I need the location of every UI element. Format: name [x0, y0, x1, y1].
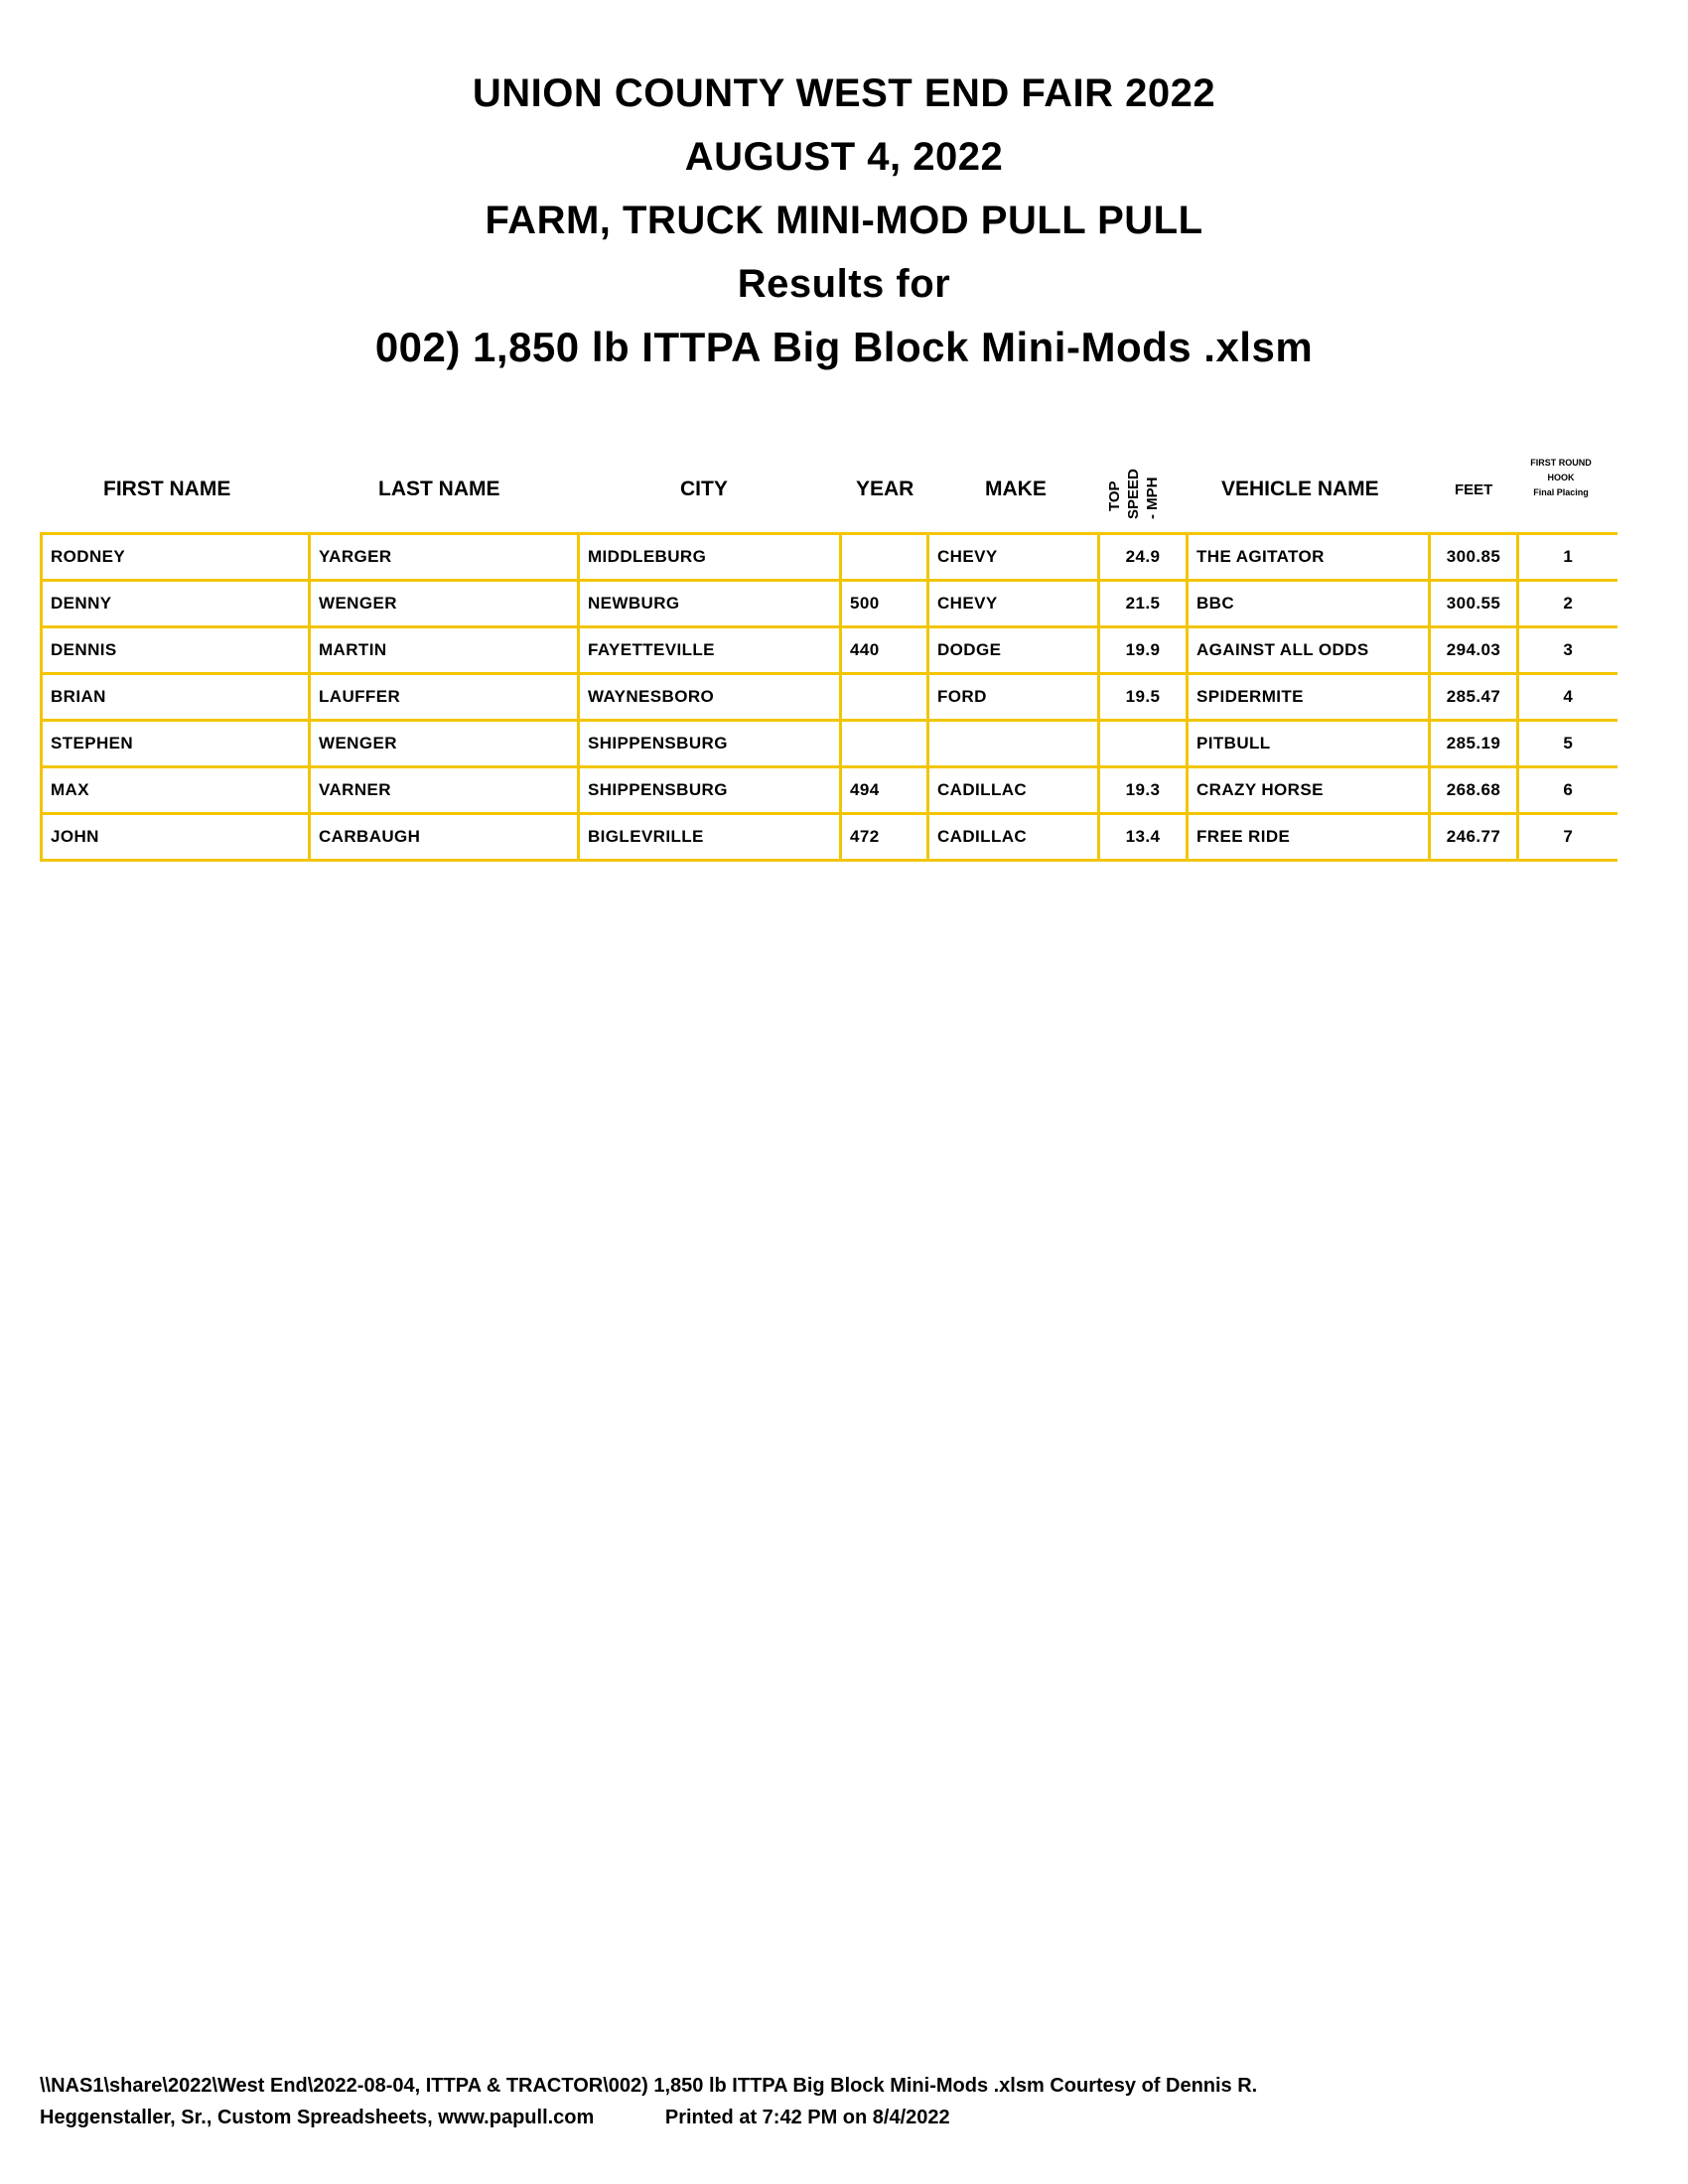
header-top-speed-2: SPEED — [1125, 469, 1142, 519]
cell-year — [841, 674, 928, 721]
cell-last-name: MARTIN — [310, 627, 579, 674]
cell-feet: 268.68 — [1430, 767, 1518, 814]
header-placing-3: Final Placing — [1533, 487, 1589, 497]
cell-make: CADILLAC — [928, 814, 1099, 861]
cell-final-placing: 1 — [1518, 534, 1618, 581]
header-first-name: FIRST NAME — [103, 478, 231, 500]
cell-last-name: CARBAUGH — [310, 814, 579, 861]
cell-top-speed: 19.3 — [1099, 767, 1188, 814]
cell-first-name: RODNEY — [42, 534, 310, 581]
cell-last-name: WENGER — [310, 721, 579, 767]
cell-vehicle-name: SPIDERMITE — [1188, 674, 1430, 721]
table-row — [42, 534, 1618, 581]
cell-first-name: JOHN — [42, 814, 310, 861]
cell-top-speed: 19.5 — [1099, 674, 1188, 721]
cell-last-name: VARNER — [310, 767, 579, 814]
cell-final-placing: 2 — [1518, 581, 1618, 627]
cell-city: BIGLEVRILLE — [579, 814, 841, 861]
header-year: YEAR — [856, 478, 914, 500]
header-last-name: LAST NAME — [378, 478, 500, 500]
header-make: MAKE — [985, 478, 1047, 500]
event-name: FARM, TRUCK MINI-MOD PULL PULL — [485, 199, 1203, 242]
event-date: AUGUST 4, 2022 — [684, 135, 1004, 179]
class-name: 002) 1,850 lb ITTPA Big Block Mini-Mods .xlsm — [374, 324, 1314, 370]
cell-vehicle-name: PITBULL — [1188, 721, 1430, 767]
header-top-speed-3: - MPH — [1144, 477, 1161, 519]
cell-make: DODGE — [928, 627, 1099, 674]
cell-first-name: DENNIS — [42, 627, 310, 674]
cell-year: 472 — [841, 814, 928, 861]
cell-feet: 285.47 — [1430, 674, 1518, 721]
footer-line-2 — [40, 2102, 1648, 2133]
table-row — [42, 814, 1618, 861]
cell-top-speed: 24.9 — [1099, 534, 1188, 581]
results-table — [40, 532, 1618, 862]
cell-last-name: WENGER — [310, 581, 579, 627]
cell-last-name: YARGER — [310, 534, 579, 581]
cell-city: MIDDLEBURG — [579, 534, 841, 581]
cell-city: FAYETTEVILLE — [579, 627, 841, 674]
report-title-block — [0, 62, 1688, 379]
cell-vehicle-name: BBC — [1188, 581, 1430, 627]
cell-make: CADILLAC — [928, 767, 1099, 814]
cell-make: CHEVY — [928, 581, 1099, 627]
header-placing-1: FIRST ROUND — [1530, 458, 1592, 468]
cell-vehicle-name: THE AGITATOR — [1188, 534, 1430, 581]
cell-first-name: BRIAN — [42, 674, 310, 721]
cell-final-placing: 4 — [1518, 674, 1618, 721]
results-for-label: Results for — [737, 262, 951, 306]
cell-feet: 285.19 — [1430, 721, 1518, 767]
cell-top-speed: 19.9 — [1099, 627, 1188, 674]
table-row — [42, 721, 1618, 767]
cell-feet: 300.85 — [1430, 534, 1518, 581]
footer-file-path: \\NAS1\share\2022\West End\2022-08-04, ITTPA & TRACTOR\002) 1,850 lb ITTPA Big Block Mini-Mods .xlsm Courtesy of Dennis R. — [40, 2075, 1258, 2097]
table-row — [42, 581, 1618, 627]
cell-year: 500 — [841, 581, 928, 627]
cell-top-speed: 13.4 — [1099, 814, 1188, 861]
header-vehicle-name: VEHICLE NAME — [1221, 478, 1379, 500]
fair-title: UNION COUNTY WEST END FAIR 2022 — [472, 71, 1216, 115]
cell-first-name: MAX — [42, 767, 310, 814]
header-top-speed-1: TOP — [1106, 480, 1123, 511]
cell-final-placing: 6 — [1518, 767, 1618, 814]
cell-vehicle-name: CRAZY HORSE — [1188, 767, 1430, 814]
header-feet: FEET — [1455, 481, 1493, 498]
cell-year: 440 — [841, 627, 928, 674]
footer-credit: Heggenstaller, Sr., Custom Spreadsheets, www.papull.com — [40, 2107, 595, 2128]
table-row — [42, 767, 1618, 814]
cell-city: NEWBURG — [579, 581, 841, 627]
cell-final-placing: 7 — [1518, 814, 1618, 861]
cell-vehicle-name: FREE RIDE — [1188, 814, 1430, 861]
cell-last-name: LAUFFER — [310, 674, 579, 721]
cell-final-placing: 3 — [1518, 627, 1618, 674]
cell-feet: 246.77 — [1430, 814, 1518, 861]
cell-feet: 300.55 — [1430, 581, 1518, 627]
cell-city: WAYNESBORO — [579, 674, 841, 721]
cell-year: 494 — [841, 767, 928, 814]
cell-first-name: STEPHEN — [42, 721, 310, 767]
cell-make — [928, 721, 1099, 767]
cell-feet: 294.03 — [1430, 627, 1518, 674]
cell-year — [841, 721, 928, 767]
table-row — [42, 674, 1618, 721]
cell-year — [841, 534, 928, 581]
cell-make: FORD — [928, 674, 1099, 721]
cell-make: CHEVY — [928, 534, 1099, 581]
table-row — [42, 627, 1618, 674]
cell-top-speed — [1099, 721, 1188, 767]
footer — [40, 2070, 1648, 2133]
cell-city: SHIPPENSBURG — [579, 767, 841, 814]
cell-top-speed: 21.5 — [1099, 581, 1188, 627]
header-placing-2: HOOK — [1547, 473, 1575, 482]
cell-city: SHIPPENSBURG — [579, 721, 841, 767]
cell-final-placing: 5 — [1518, 721, 1618, 767]
cell-vehicle-name: AGAINST ALL ODDS — [1188, 627, 1430, 674]
footer-printed-at: Printed at 7:42 PM on 8/4/2022 — [664, 2107, 950, 2128]
header-city: CITY — [680, 478, 728, 500]
cell-first-name: DENNY — [42, 581, 310, 627]
